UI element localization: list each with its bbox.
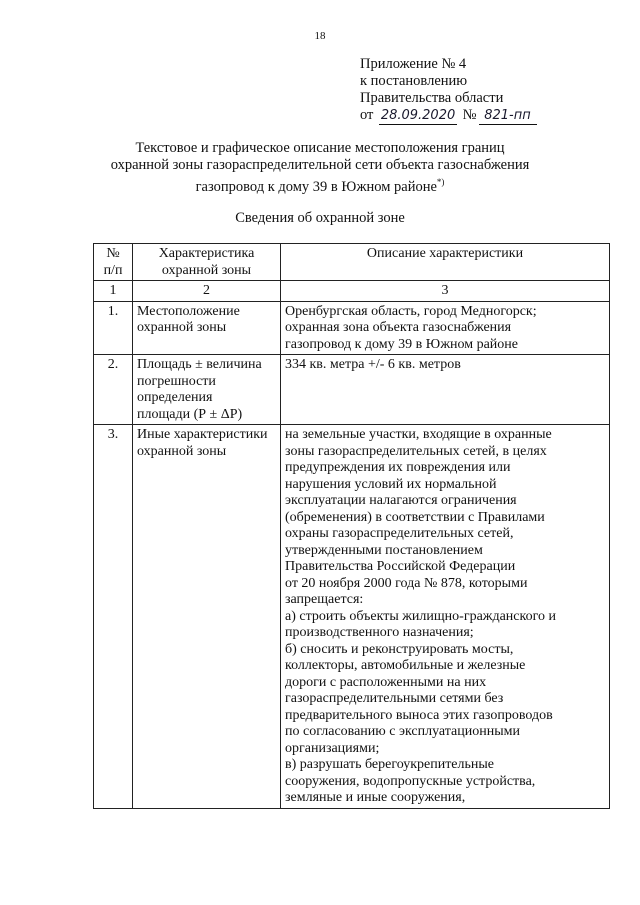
row-description: Оренбургская область, город Медногорск; охранная зона объекта газоснабжения газопровод к дому 39 в Южном районе <box>281 301 610 355</box>
header-characteristic: Характеристика охранной зоны <box>133 244 281 281</box>
appendix-line-2: к постановлению <box>360 73 468 89</box>
section-subtitle: Сведения об охранной зоне <box>235 210 405 226</box>
title-line-3-text: газопровод к дому 39 в Южном районе <box>195 178 437 195</box>
column-number-1: 1 <box>94 281 133 302</box>
table-row <box>94 355 610 425</box>
number-sign: № <box>462 107 477 123</box>
row-number: 3. <box>94 425 133 809</box>
handwritten-date: 28.09.2020 <box>380 108 456 123</box>
column-number-row <box>94 281 610 302</box>
row-characteristic: Иные характеристики охранной зоны <box>133 425 281 809</box>
row-characteristic: Площадь ± величина погрешности определения площади (Р ± ΔР) <box>133 355 281 425</box>
row-characteristic: Местоположение охранной зоны <box>133 301 281 355</box>
table-row <box>94 425 610 809</box>
row-description: 334 кв. метра +/- 6 кв. метров <box>281 355 610 425</box>
appendix-line-3: Правительства области <box>360 90 504 106</box>
handwritten-number: 821-пп <box>479 107 537 125</box>
document-title <box>0 140 640 196</box>
appendix-line-1: Приложение № 4 <box>360 56 467 72</box>
appendix-block <box>360 56 537 125</box>
page-number: 18 <box>314 30 326 42</box>
appendix-date-line <box>360 107 537 125</box>
table-row <box>94 301 610 355</box>
date-prefix: от <box>360 107 374 123</box>
title-line-2: охранной зоны газораспределительной сети объекта газоснабжения <box>110 157 530 173</box>
row-number: 2. <box>94 355 133 425</box>
title-line-3 <box>0 174 640 196</box>
title-line-1: Текстовое и графическое описание местоположения границ <box>135 140 505 156</box>
row-description: на земельные участки, входящие в охранные зоны газораспределительных сетей, в целях предупреждения их повреждения или нарушения условий их нормальной эксплуатации налагаются ограничения (обременения) в соответствии с Правилами охраны газораспределительных сетей, утвержденными постановлением Правительства Российской Федерации от 20 ноября 2000 года № 878, которыми запрещается: а) строить объекты жилищно-гражданского и производственного назначения; б) сносить и реконструировать мосты, коллекторы, автомобильные и железные дороги с расположенными на них газораспределительными сетями без предварительного выноса этих газопроводов по согласованию с эксплуатационными организациями; в) разрушать берегоукрепительные сооружения, водопропускные устройства, земляные и иные сооружения, <box>281 425 610 809</box>
row-number: 1. <box>94 301 133 355</box>
zone-info-table <box>93 243 610 809</box>
footnote-mark: *) <box>436 177 445 187</box>
header-number: № п/п <box>94 244 133 281</box>
column-number-3: 3 <box>281 281 610 302</box>
column-number-2: 2 <box>133 281 281 302</box>
header-description: Описание характеристики <box>281 244 610 281</box>
table-header-row <box>94 244 610 281</box>
